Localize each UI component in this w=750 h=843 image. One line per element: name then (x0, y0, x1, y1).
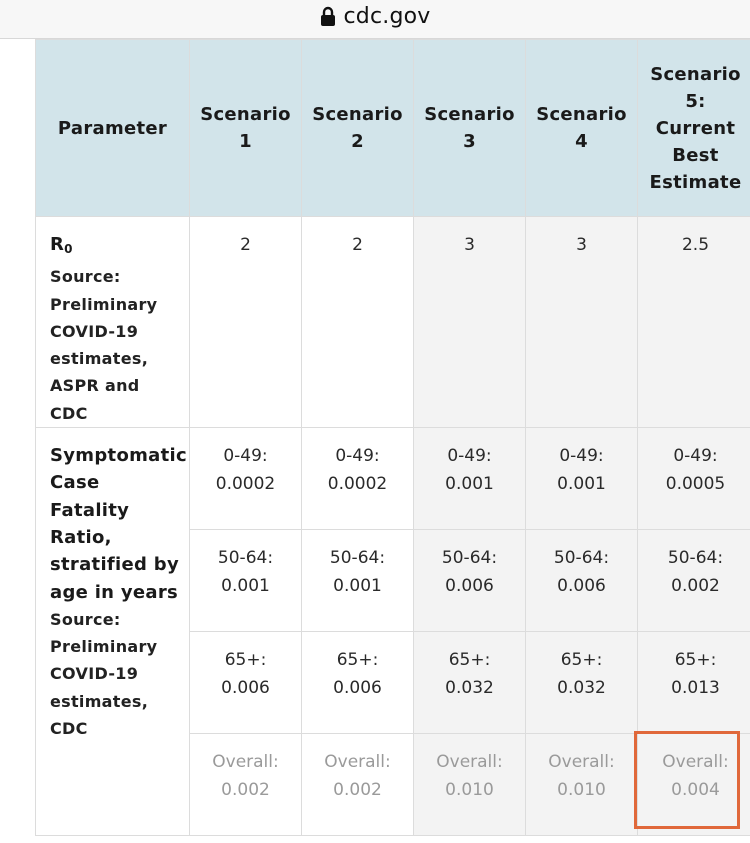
r0-scenario-5: 2.5 (638, 217, 750, 428)
cfr-65-plus-scenario-2: 65+: 0.006 (302, 632, 414, 734)
r0-scenario-3: 3 (414, 217, 526, 428)
param-r0 (36, 217, 190, 428)
browser-address-bar[interactable] (0, 0, 750, 39)
cfr-50-64-scenario-1: 50-64: 0.001 (190, 530, 302, 632)
url-display[interactable] (320, 4, 431, 29)
cfr-overall-scenario-1: Overall: 0.002 (190, 734, 302, 836)
scenario-parameters-table (35, 39, 750, 836)
param-r0-name: $R_0$ (50, 234, 73, 256)
header-row (36, 40, 750, 217)
cfr-65-plus-scenario-5: 65+: 0.013 (638, 632, 750, 734)
cfr-50-64-scenario-3: 50-64: 0.006 (414, 530, 526, 632)
header-scenario-3: Scenario 3 (414, 40, 526, 217)
lock-icon (320, 6, 336, 26)
header-scenario-1: Scenario 1 (190, 40, 302, 217)
cfr-50-64-scenario-5: 50-64: 0.002 (638, 530, 750, 632)
param-r0-source: Source: Preliminary COVID-19 estimates, ASPR and CDC (50, 267, 158, 423)
header-parameter: Parameter (36, 40, 190, 217)
cfr-65-plus-scenario-3: 65+: 0.032 (414, 632, 526, 734)
header-scenario-2: Scenario 2 (302, 40, 414, 217)
cfr-65-plus-scenario-1: 65+: 0.006 (190, 632, 302, 734)
cfr-0-49-scenario-3: 0-49: 0.001 (414, 428, 526, 530)
cfr-0-49-scenario-4: 0-49: 0.001 (526, 428, 638, 530)
cfr-50-64-scenario-2: 50-64: 0.001 (302, 530, 414, 632)
cfr-0-49-scenario-1: 0-49: 0.0002 (190, 428, 302, 530)
cfr-overall-scenario-2: Overall: 0.002 (302, 734, 414, 836)
param-cfr (36, 428, 190, 836)
r0-scenario-2: 2 (302, 217, 414, 428)
param-cfr-name: Symptomatic Case Fatality Ratio, stratified by age in years (50, 445, 187, 603)
cfr-overall-scenario-5: Overall: 0.004 (638, 734, 750, 836)
cfr-65-plus-scenario-4: 65+: 0.032 (526, 632, 638, 734)
table-row-cfr-0-49 (36, 428, 750, 530)
r0-scenario-1: 2 (190, 217, 302, 428)
cfr-50-64-scenario-4: 50-64: 0.006 (526, 530, 638, 632)
header-scenario-5: Scenario 5: Current Best Estimate (638, 40, 750, 217)
cfr-overall-scenario-4: Overall: 0.010 (526, 734, 638, 836)
r0-scenario-4: 3 (526, 217, 638, 428)
cfr-0-49-scenario-2: 0-49: 0.0002 (302, 428, 414, 530)
page-content (0, 39, 750, 843)
cfr-0-49-scenario-5: 0-49: 0.0005 (638, 428, 750, 530)
header-scenario-4: Scenario 4 (526, 40, 638, 217)
url-text: cdc.gov (343, 3, 431, 29)
cfr-overall-scenario-3: Overall: 0.010 (414, 734, 526, 836)
param-cfr-source: Source: Preliminary COVID-19 estimates, CDC (50, 609, 158, 739)
table-row-r0 (36, 217, 750, 428)
